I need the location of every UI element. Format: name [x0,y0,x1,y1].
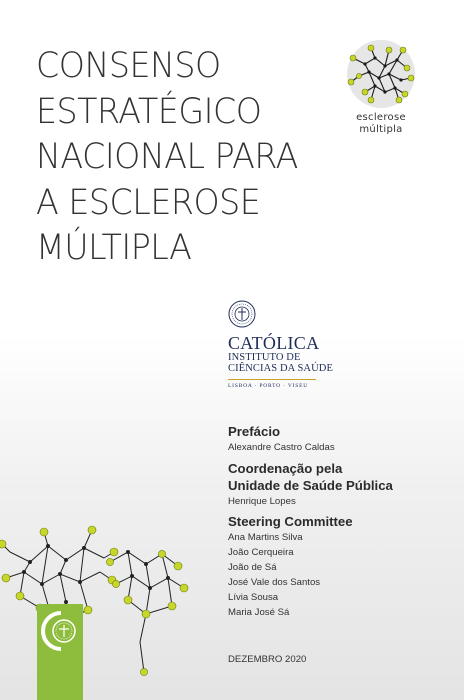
title-line-3: NACIONAL PARA [36,137,298,177]
gold-rule [228,379,316,380]
steering-member: João de Sá [228,562,277,573]
university-seal-icon [228,300,256,328]
neuron-cluster-illustration [0,522,200,700]
institution-cities: LISBOA · PORTO · VISEU [228,383,309,390]
steering-member: Ana Martins Silva [228,532,303,543]
steering-member: Lívia Sousa [228,592,279,603]
title-line-5: MÚLTIPLA [36,228,192,268]
steering-member: Maria José Sá [228,607,290,618]
coordination-heading-2: Unidade de Saúde Pública [228,478,393,493]
steering-heading: Steering Committee [228,514,353,529]
institution-sub2: CIÊNCIAS DA SAÚDE [228,363,333,374]
ms-logo-line1: esclerose [356,112,406,123]
steering-member: João Cerqueira [228,547,294,558]
coordination-heading-1: Coordenação pela [228,461,343,476]
catolica-logo [228,300,333,390]
esclerose-multipla-logo [343,38,419,136]
ms-logo-line2: múltipla [359,124,403,135]
institution-name: CATÓLICA [228,333,320,353]
cover-title [36,44,336,272]
title-line-1: CONSENSO [36,46,221,86]
institution-sub1: INSTITUTO DE [228,352,301,363]
publication-date: DEZEMBRO 2020 [228,654,307,665]
neuron-network-icon [345,38,417,110]
credits-block [228,423,448,620]
title-line-2: ESTRATÉGICO [36,91,262,132]
title-line-4: A ESCLEROSE [36,182,261,223]
ce-publisher-logo-icon [40,607,82,655]
coordination-name: Henrique Lopes [228,496,296,507]
preface-heading: Prefácio [228,424,281,439]
steering-member: José Vale dos Santos [228,577,321,588]
preface-name: Alexandre Castro Caldas [228,442,335,453]
